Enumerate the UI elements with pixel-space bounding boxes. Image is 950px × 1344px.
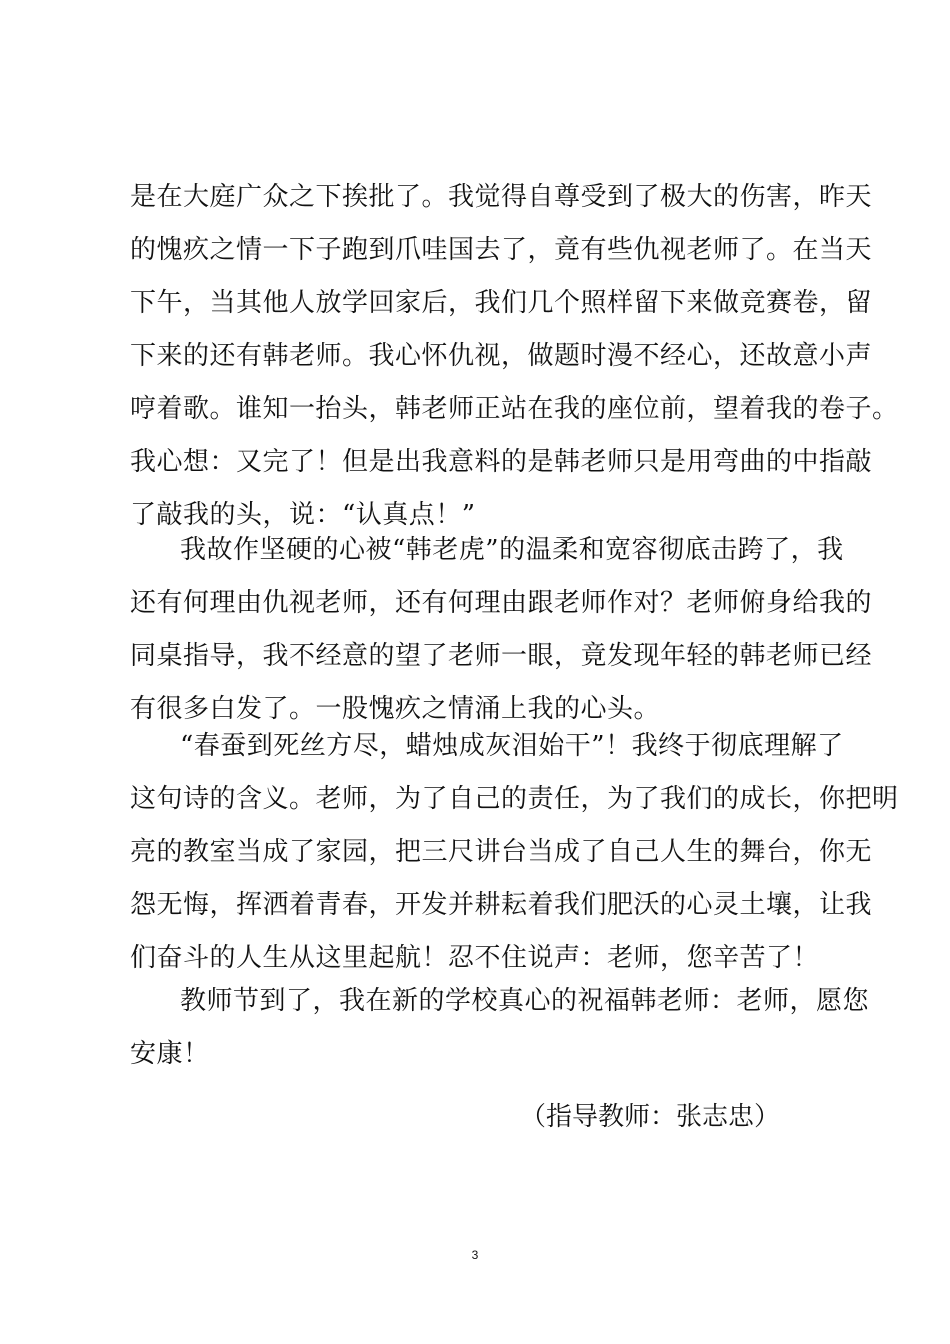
paragraph-1-line-2: 的愧疚之情一下子跑到爪哇国去了，竟有些仇视老师了。在当天: [130, 235, 873, 265]
paragraph-1-line-5: 哼着歌。谁知一抬头，韩老师正站在我的座位前，望着我的卷子。: [130, 394, 899, 424]
paragraph-1-line-4: 下来的还有韩老师。我心怀仇视，做题时漫不经心，还故意小声: [130, 341, 873, 371]
paragraph-2-line-2: 还有何理由仇视老师，还有何理由跟老师作对？老师俯身给我的: [130, 588, 873, 618]
paragraph-1-line-6: 我心想：又完了！但是出我意料的是韩老师只是用弯曲的中指敲: [130, 447, 873, 477]
paragraph-3-line-2: 这句诗的含义。老师，为了自己的责任，为了我们的成长，你把明: [130, 784, 899, 814]
paragraph-3-line-1: “春蚕到死丝方尽，蜡烛成灰泪始干”！我终于彻底理解了: [180, 731, 844, 761]
instructor-signature: （指导教师：张志忠）: [520, 1102, 781, 1132]
paragraph-1-line-7: 了敲我的头，说：“认真点！”: [130, 500, 476, 530]
paragraph-2-line-4: 有很多白发了。一股愧疚之情涌上我的心头。: [130, 694, 661, 724]
page-number: 3: [471, 1248, 479, 1262]
paragraph-3-line-3: 亮的教室当成了家园，把三尺讲台当成了自己人生的舞台，你无: [130, 837, 873, 867]
paragraph-4-line-2: 安康！: [130, 1039, 210, 1069]
paragraph-4-line-1: 教师节到了，我在新的学校真心的祝福韩老师：老师，愿您: [180, 986, 870, 1016]
paragraph-3-line-5: 们奋斗的人生从这里起航！忍不住说声：老师，您辛苦了！: [130, 943, 820, 973]
paragraph-2-line-3: 同桌指导，我不经意的望了老师一眼，竟发现年轻的韩老师已经: [130, 641, 873, 671]
paragraph-2-line-1: 我故作坚硬的心被“韩老虎”的温柔和宽容彻底击跨了，我: [180, 535, 844, 565]
paragraph-1-line-1: 是在大庭广众之下挨批了。我觉得自尊受到了极大的伤害，昨天: [130, 182, 873, 212]
paragraph-3-line-4: 怨无悔，挥洒着青春，开发并耕耘着我们肥沃的心灵土壤，让我: [130, 890, 873, 920]
paragraph-1-line-3: 下午，当其他人放学回家后，我们几个照样留下来做竞赛卷，留: [130, 288, 873, 318]
